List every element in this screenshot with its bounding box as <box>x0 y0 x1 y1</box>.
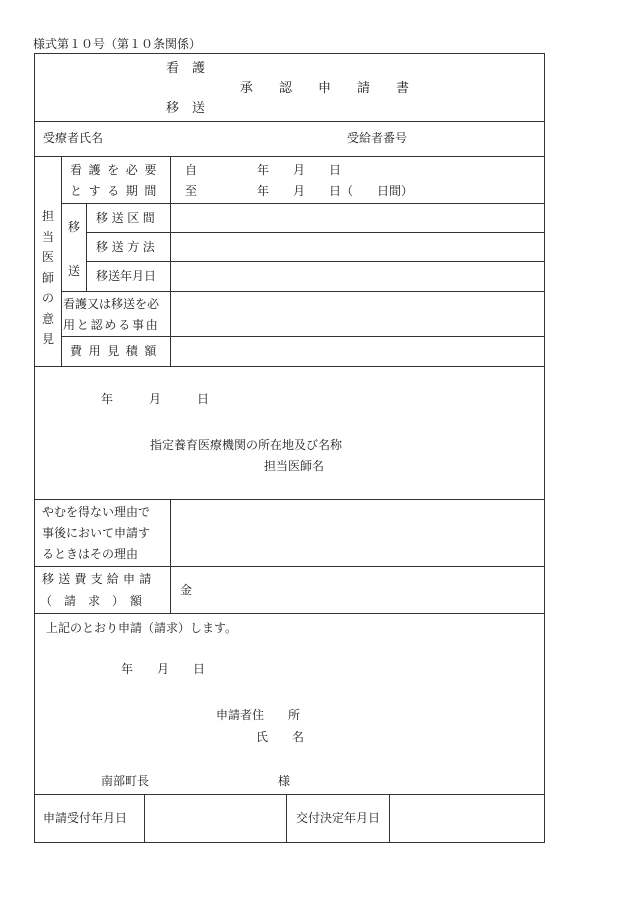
patient-name-label: 受療者氏名 <box>43 131 104 145</box>
transport-side-label: 移 送 <box>67 220 80 278</box>
late-reason-3: るときはその理由 <box>42 547 139 561</box>
addressee: 南部町長 <box>101 774 150 788</box>
transport-section-label: 移送区間 <box>96 211 159 225</box>
form-number: 様式第１０号（第１０条関係） <box>33 37 202 51</box>
doctor-opinion-side-label: 担 当 医 師 の 意 見 <box>41 209 54 346</box>
honorific: 様 <box>278 774 291 788</box>
institution-location-name: 指定養育医療機関の所在地及び名称 <box>150 438 343 452</box>
reason-label-1: 看護又は移送を必 <box>63 297 160 311</box>
period-to: 至 年 月 日（ 日間） <box>185 184 414 198</box>
transport-cost-label-2: （ 請 求 ） 額 <box>40 594 143 608</box>
institution-date: 年 月 日 <box>101 392 210 406</box>
application-statement: 上記のとおり申請（請求）します。 <box>46 621 238 635</box>
amount-prefix: 金 <box>180 583 193 597</box>
title-transport: 移 送 <box>166 101 206 116</box>
nursing-period-label-1: 看護を必要 <box>70 163 164 177</box>
applicant-name-label: 氏 名 <box>256 730 305 744</box>
period-from: 自 年 月 日 <box>185 163 342 177</box>
applicant-address-label: 申請者住 所 <box>216 708 301 722</box>
doctor-name-label: 担当医師名 <box>264 459 325 473</box>
late-reason-1: やむを得ない理由で <box>42 505 151 519</box>
application-date: 年 月 日 <box>121 662 206 676</box>
transport-cost-label-1: 移送費支給申請 <box>42 572 156 586</box>
nursing-period-label-2: とする期間 <box>70 184 164 198</box>
transport-date-label: 移送年月日 <box>96 269 157 283</box>
transport-method-label: 移送方法 <box>96 240 159 254</box>
received-date-label: 申請受付年月日 <box>43 811 128 825</box>
title-nursing: 看 護 <box>166 61 206 76</box>
title-approval-request: 承 認 申 請 書 <box>240 81 410 96</box>
cost-estimate-label: 費用見積額 <box>70 344 164 358</box>
late-reason-2: 事後において申請す <box>42 526 151 540</box>
decision-date-label: 交付決定年月日 <box>296 811 381 825</box>
reason-label-2: 用と認める事由 <box>63 318 160 332</box>
recipient-number-label: 受給者番号 <box>347 131 408 145</box>
